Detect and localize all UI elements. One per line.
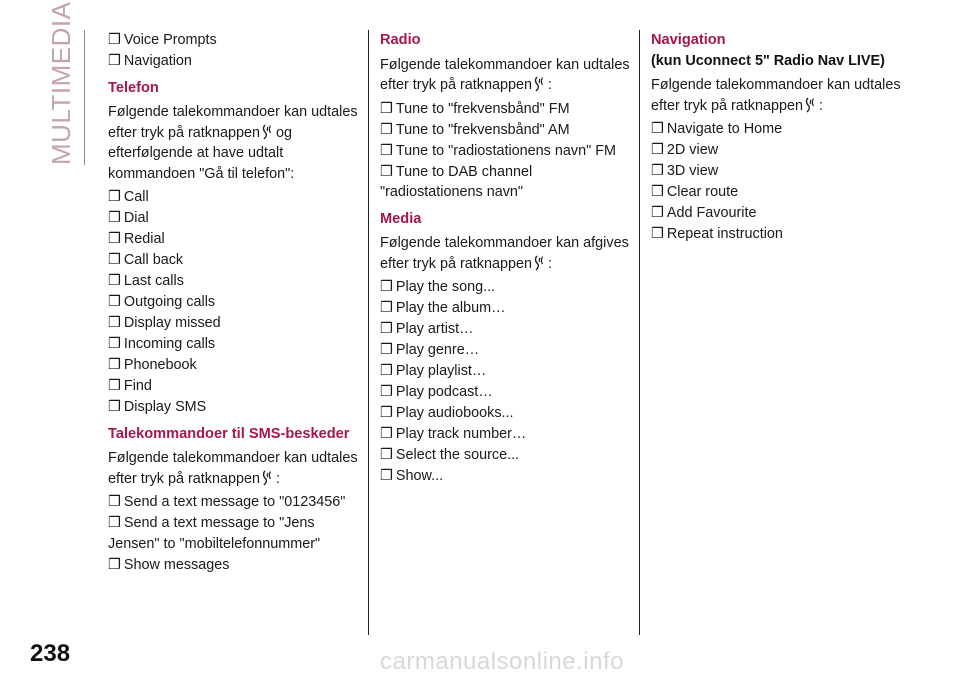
command-item xyxy=(108,313,358,334)
command-item xyxy=(651,203,901,224)
checkbox-glyph: ❒ xyxy=(108,494,121,510)
checkbox-glyph: ❒ xyxy=(108,378,121,394)
checkbox-glyph: ❒ xyxy=(108,231,121,247)
command-text: Outgoing calls xyxy=(123,294,216,310)
checkbox-glyph: ❒ xyxy=(380,121,393,138)
command-item xyxy=(651,140,901,161)
voice-command-icon xyxy=(261,124,275,140)
command-item xyxy=(108,397,358,418)
command-text: Repeat instruction xyxy=(666,226,783,242)
command-text: Play playlist… xyxy=(395,363,487,379)
command-text: Show... xyxy=(395,468,444,484)
checkbox-glyph: ❒ xyxy=(108,315,121,331)
command-text: Add Favourite xyxy=(666,205,757,221)
command-text: Play genre… xyxy=(395,342,480,358)
command-text: Phonebook xyxy=(123,357,197,373)
checkbox-glyph: ❒ xyxy=(651,142,664,158)
command-item xyxy=(108,492,358,513)
command-text: Last calls xyxy=(123,273,184,289)
checkbox-glyph: ❒ xyxy=(380,300,393,316)
command-text: Play the album… xyxy=(395,300,506,316)
command-text: Play track number… xyxy=(395,426,527,442)
voice-command-icon xyxy=(804,97,818,113)
checkbox-glyph: ❒ xyxy=(108,189,121,205)
column-1 xyxy=(108,30,358,576)
checkbox-glyph: ❒ xyxy=(380,100,393,117)
checkbox-glyph: ❒ xyxy=(108,273,121,289)
command-text: Select the source... xyxy=(395,447,520,463)
voice-command-icon xyxy=(533,255,547,271)
checkbox-glyph: ❒ xyxy=(380,321,393,337)
command-item xyxy=(380,141,630,162)
command-text: Incoming calls xyxy=(123,336,216,352)
command-text: Voice Prompts xyxy=(123,32,217,48)
command-item xyxy=(108,250,358,271)
sms-command-list xyxy=(108,492,358,575)
checkbox-glyph: ❒ xyxy=(108,294,121,310)
command-text: Play artist… xyxy=(395,321,474,337)
checkbox-glyph: ❒ xyxy=(651,205,664,221)
checkbox-glyph: ❒ xyxy=(108,53,121,69)
checkbox-glyph: ❒ xyxy=(651,121,664,137)
checkbox-glyph: ❒ xyxy=(380,405,393,421)
command-text: Tune to "radiostationens navn" FM xyxy=(395,142,616,159)
radio-intro: Følgende talekommandoer kan udtales efter tryk på ratknappen : xyxy=(380,56,630,93)
media-intro: Følgende talekommandoer kan afgives efter tryk på ratknappen : xyxy=(380,235,629,272)
command-item xyxy=(108,355,358,376)
navigation-command-list xyxy=(651,119,901,245)
command-text: Show messages xyxy=(123,556,230,573)
command-item xyxy=(651,161,901,182)
column-divider xyxy=(368,30,369,635)
voice-command-icon xyxy=(533,76,547,92)
command-text: Tune to "frekvensbånd" FM xyxy=(395,100,570,117)
command-text: Tune to "frekvensbånd" AM xyxy=(395,121,570,138)
checkbox-glyph: ❒ xyxy=(108,399,121,415)
command-item xyxy=(380,445,630,466)
checkbox-glyph: ❒ xyxy=(380,342,393,358)
column-2 xyxy=(380,30,630,487)
command-item xyxy=(380,424,630,445)
checkbox-glyph: ❒ xyxy=(380,468,393,484)
footer-watermark: carmanualsonline.info xyxy=(380,648,624,675)
checkbox-glyph: ❒ xyxy=(108,32,121,48)
telefon-intro: Følgende talekommandoer kan udtales efter tryk på ratknappen og efterfølgende at have udtalt kommandoen "Gå til telefon": xyxy=(108,104,358,182)
checkbox-glyph: ❒ xyxy=(108,515,121,531)
command-item xyxy=(380,466,630,487)
command-item xyxy=(380,340,630,361)
command-item xyxy=(380,277,630,298)
command-item xyxy=(108,555,358,576)
checkbox-glyph: ❒ xyxy=(108,556,121,573)
command-item xyxy=(108,376,358,397)
checkbox-glyph: ❒ xyxy=(380,142,393,159)
page-number: 238 xyxy=(30,640,71,667)
command-text: Display missed xyxy=(123,315,221,331)
command-item xyxy=(651,182,901,203)
command-text: Call xyxy=(123,189,149,205)
command-text: Dial xyxy=(123,210,149,226)
section-divider xyxy=(84,30,85,165)
checkbox-glyph: ❒ xyxy=(651,184,664,200)
command-item xyxy=(108,208,358,229)
command-item xyxy=(380,298,630,319)
command-item xyxy=(651,119,901,140)
command-item xyxy=(380,120,630,141)
command-text: Play podcast… xyxy=(395,384,493,400)
column-3 xyxy=(651,30,901,245)
command-item xyxy=(108,229,358,250)
command-item xyxy=(108,292,358,313)
command-item xyxy=(108,271,358,292)
command-text: Display SMS xyxy=(123,399,207,415)
command-text: Play audiobooks... xyxy=(395,405,514,421)
command-item xyxy=(108,51,358,72)
checkbox-glyph: ❒ xyxy=(651,163,664,179)
command-text: Redial xyxy=(123,231,165,247)
media-heading: Media xyxy=(380,210,422,227)
command-text: Find xyxy=(123,378,152,394)
radio-heading: Radio xyxy=(380,32,421,48)
command-item xyxy=(380,361,630,382)
media-command-list xyxy=(380,277,630,487)
command-text: 2D view xyxy=(666,142,719,158)
command-text: Clear route xyxy=(666,184,739,200)
checkbox-glyph: ❒ xyxy=(380,426,393,442)
checkbox-glyph: ❒ xyxy=(380,279,393,295)
command-item xyxy=(380,403,630,424)
command-text: Navigate to Home xyxy=(666,121,783,137)
checkbox-glyph: ❒ xyxy=(380,384,393,400)
command-item xyxy=(380,99,630,120)
telefon-heading: Telefon xyxy=(108,79,159,96)
sms-intro: Følgende talekommandoer kan udtales efter tryk på ratknappen : xyxy=(108,450,358,487)
command-item xyxy=(108,513,358,554)
command-text: 3D view xyxy=(666,163,719,179)
navigation-intro: Følgende talekommandoer kan udtales efter tryk på ratknappen : xyxy=(651,77,901,114)
command-item xyxy=(380,319,630,340)
command-text: Call back xyxy=(123,252,184,268)
command-text: Navigation xyxy=(123,53,192,69)
radio-command-list xyxy=(380,99,630,203)
checkbox-glyph: ❒ xyxy=(651,226,664,242)
command-item xyxy=(380,382,630,403)
command-text: Send a text message to "Jens Jensen" to "mobiltelefonnummer" xyxy=(108,515,321,552)
sms-heading: Talekommandoer til SMS-beskeder xyxy=(108,425,350,442)
command-item xyxy=(380,162,630,203)
command-text: Tune to DAB channel "radiostationens navn" xyxy=(380,163,533,200)
checkbox-glyph: ❒ xyxy=(108,336,121,352)
checkbox-glyph: ❒ xyxy=(380,447,393,463)
voice-command-icon xyxy=(261,470,275,486)
command-item xyxy=(108,187,358,208)
checkbox-glyph: ❒ xyxy=(108,357,121,373)
section-label: MULTIMEDIA xyxy=(46,1,76,165)
top-items-list xyxy=(108,30,358,72)
command-text: Play the song... xyxy=(395,279,496,295)
navigation-heading: Navigation xyxy=(651,32,726,48)
command-text: Send a text message to "0123456" xyxy=(123,494,346,510)
command-item xyxy=(108,334,358,355)
checkbox-glyph: ❒ xyxy=(380,163,393,180)
command-item xyxy=(108,30,358,51)
checkbox-glyph: ❒ xyxy=(108,252,121,268)
checkbox-glyph: ❒ xyxy=(380,363,393,379)
column-divider xyxy=(639,30,640,635)
navigation-subheading: (kun Uconnect 5" Radio Nav LIVE) xyxy=(651,52,885,69)
command-item xyxy=(651,224,901,245)
checkbox-glyph: ❒ xyxy=(108,210,121,226)
telefon-command-list xyxy=(108,187,358,418)
